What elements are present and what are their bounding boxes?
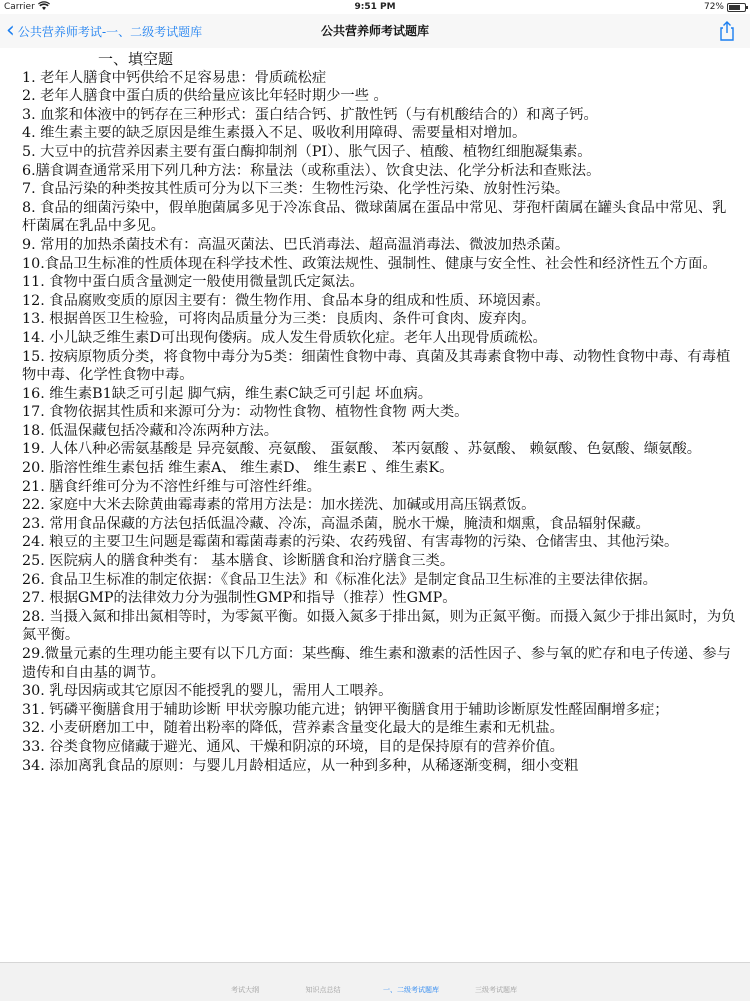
back-button-label: 公共营养师考试-一、二级考试题库 xyxy=(17,24,203,39)
document-body xyxy=(0,48,750,775)
question-item: 2. 老年人膳食中蛋白质的供给量应该比年轻时期少一些 。 xyxy=(22,88,388,105)
tab-2[interactable]: 知识点总结 xyxy=(305,986,341,994)
section-heading: 一、填空题 xyxy=(98,50,174,68)
question-item: 14. 小儿缺乏维生素D可出现佝偻病。成人发生骨质软化症。老年人出现骨质疏松。 xyxy=(22,329,547,346)
status-bar xyxy=(0,0,750,14)
question-item: 16. 维生素B1缺乏可引起 脚气病，维生素C缺乏可引起 坏血病。 xyxy=(22,385,433,402)
battery-level xyxy=(729,5,740,10)
question-item: 19. 人体八种必需氨基酸是 异亮氨酸、亮氨酸、 蛋氨酸、 苯丙氨酸 、苏氨酸、 赖氨酸、色氨酸、缬氨酸。 xyxy=(22,441,702,458)
question-item: 13. 根据兽医卫生检验，可将肉品质量分为三类：良质肉、条件可食肉、废弃肉。 xyxy=(22,311,536,328)
question-item: 26. 食品卫生标准的制定依据：《食品卫生法》和《标准化法》是制定食品卫生标准的主要法律依据。 xyxy=(22,571,657,588)
question-item: 25. 医院病人的膳食种类有： 基本膳食、诊断膳食和治疗膳食三类。 xyxy=(22,553,455,570)
tab-1[interactable]: 考试大纲 xyxy=(231,986,259,994)
question-item: 4. 维生素主要的缺乏原因是维生素摄入不足、吸收利用障碍、需要量相对增加。 xyxy=(22,125,527,142)
question-item: 27. 根据GMP的法律效力分为强制性GMP和指导（推荐）性GMP。 xyxy=(22,590,457,607)
question-item: 9. 常用的加热杀菌技术有：高温灭菌法、巴氏消毒法、超高温消毒法、微波加热杀菌。 xyxy=(22,236,570,253)
question-item: 21. 膳食纤维可分为不溶性纤维与可溶性纤维。 xyxy=(22,478,321,495)
question-item: 31. 钙磷平衡膳食用于辅助诊断 甲状旁腺功能亢进；钠钾平衡膳食用于辅助诊断原发性醛固酮增多症； xyxy=(22,701,669,718)
question-item: 28. 当摄入氮和排出氮相等时，为零氮平衡。如摄入氮多于排出氮，则为正氮平衡。而摄入氮少于排出氮时，为负氮平衡。 xyxy=(22,608,736,644)
page-title: 公共营养师考试题库 xyxy=(320,24,429,38)
battery-icon xyxy=(727,3,746,12)
question-item: 3. 血浆和体液中的钙存在三种形式：蛋白结合钙、扩散性钙（与有机酸结合的）和离子钙。 xyxy=(22,106,598,123)
share-icon[interactable] xyxy=(716,20,738,42)
navigation-bar xyxy=(0,14,750,49)
question-item: 7. 食品污染的种类按其性质可分为以下三类：生物性污染、化学性污染、放射性污染。 xyxy=(22,181,570,198)
question-item: 12. 食品腐败变质的原因主要有：微生物作用、食品本身的组成和性质、环境因素。 xyxy=(22,292,550,309)
chevron-left-icon: ‹ xyxy=(6,18,15,43)
question-item: 29.微量元素的生理功能主要有以下几方面：某些酶、维生素和激素的活性因子、参与氧的贮存和电子传递、参与遗传和自由基的调节。 xyxy=(22,646,731,681)
question-item: 11. 食物中蛋白质含量测定一般使用微量凯氏定氮法。 xyxy=(22,274,364,291)
question-item: 10.食品卫生标准的性质体现在科学技术性、政策法规性、强制性、健康与安全性、社会性和经济性五个方面。 xyxy=(22,255,717,272)
document-viewer[interactable] xyxy=(0,48,750,962)
question-item: 30. 乳母因病或其它原因不能授乳的婴儿，需用人工喂养。 xyxy=(22,683,393,700)
tab-4[interactable]: 三级考试题库 xyxy=(475,986,517,994)
question-item: 32. 小麦研磨加工中，随着出粉率的降低，营养素含量变化最大的是维生素和无机盐。 xyxy=(22,720,564,737)
question-item: 23. 常用食品保藏的方法包括低温冷藏、冷冻，高温杀菌，脱水干燥，腌渍和烟熏，食品辐射保藏。 xyxy=(22,515,650,532)
question-item: 5. 大豆中的抗营养因素主要有蛋白酶抑制剂（PI）、胀气因子、植酸、植物红细胞凝集素。 xyxy=(22,143,592,160)
question-item: 17. 食物依据其性质和来源可分为：动物性食物、植物性食物 两大类。 xyxy=(22,404,469,421)
question-item: 15. 按病原物质分类，将食物中毒分为5类：细菌性食物中毒、真菌及其毒素食物中毒、动物性食物中毒、有毒植物中毒、化学性食物中毒。 xyxy=(22,348,731,384)
question-item: 1. 老年人膳食中钙供给不足容易患：骨质疏松症 xyxy=(22,69,327,86)
question-list xyxy=(22,69,740,776)
question-item: 18. 低温保藏包括冷藏和冷冻两种方法。 xyxy=(22,422,279,439)
question-item: 22. 家庭中大米去除黄曲霉毒素的常用方法是：加水搓洗、加碱或用高压锅煮饭。 xyxy=(22,497,536,514)
tab-bar xyxy=(0,962,750,1001)
question-item: 20. 脂溶性维生素包括 维生素A、 维生素D、 维生素E 、维生素K。 xyxy=(22,460,454,477)
question-item: 24. 粮豆的主要卫生问题是霉菌和霉菌毒素的污染、农药残留、有害毒物的污染、仓储害虫、其他污染。 xyxy=(22,534,679,551)
question-item: 8. 食品的细菌污染中，假单胞菌属多见于冷冻食品、微球菌属在蛋品中常见、芽孢杆菌属在罐头食品中常见、乳杆菌属在乳品中多见。 xyxy=(22,199,727,235)
carrier-label: Carrier xyxy=(4,2,35,12)
back-button[interactable] xyxy=(6,14,202,48)
clock: 9:51 PM xyxy=(354,2,396,12)
tab-3[interactable]: 一、二级考试题库 xyxy=(383,986,439,994)
question-item: 6.膳食调查通常采用下列几种方法：称量法（或称重法）、饮食史法、化学分析法和查账法。 xyxy=(22,162,601,179)
question-item: 34. 添加离乳食品的原则：与婴儿月龄相适应，从一种到多种，从稀逐渐变稠，细小变粗 xyxy=(22,757,579,774)
battery-percentage: 72% xyxy=(703,2,724,12)
question-item: 33. 谷类食物应储藏于避光、通风、干燥和阴凉的环境，目的是保持原有的营养价值。 xyxy=(22,738,564,755)
